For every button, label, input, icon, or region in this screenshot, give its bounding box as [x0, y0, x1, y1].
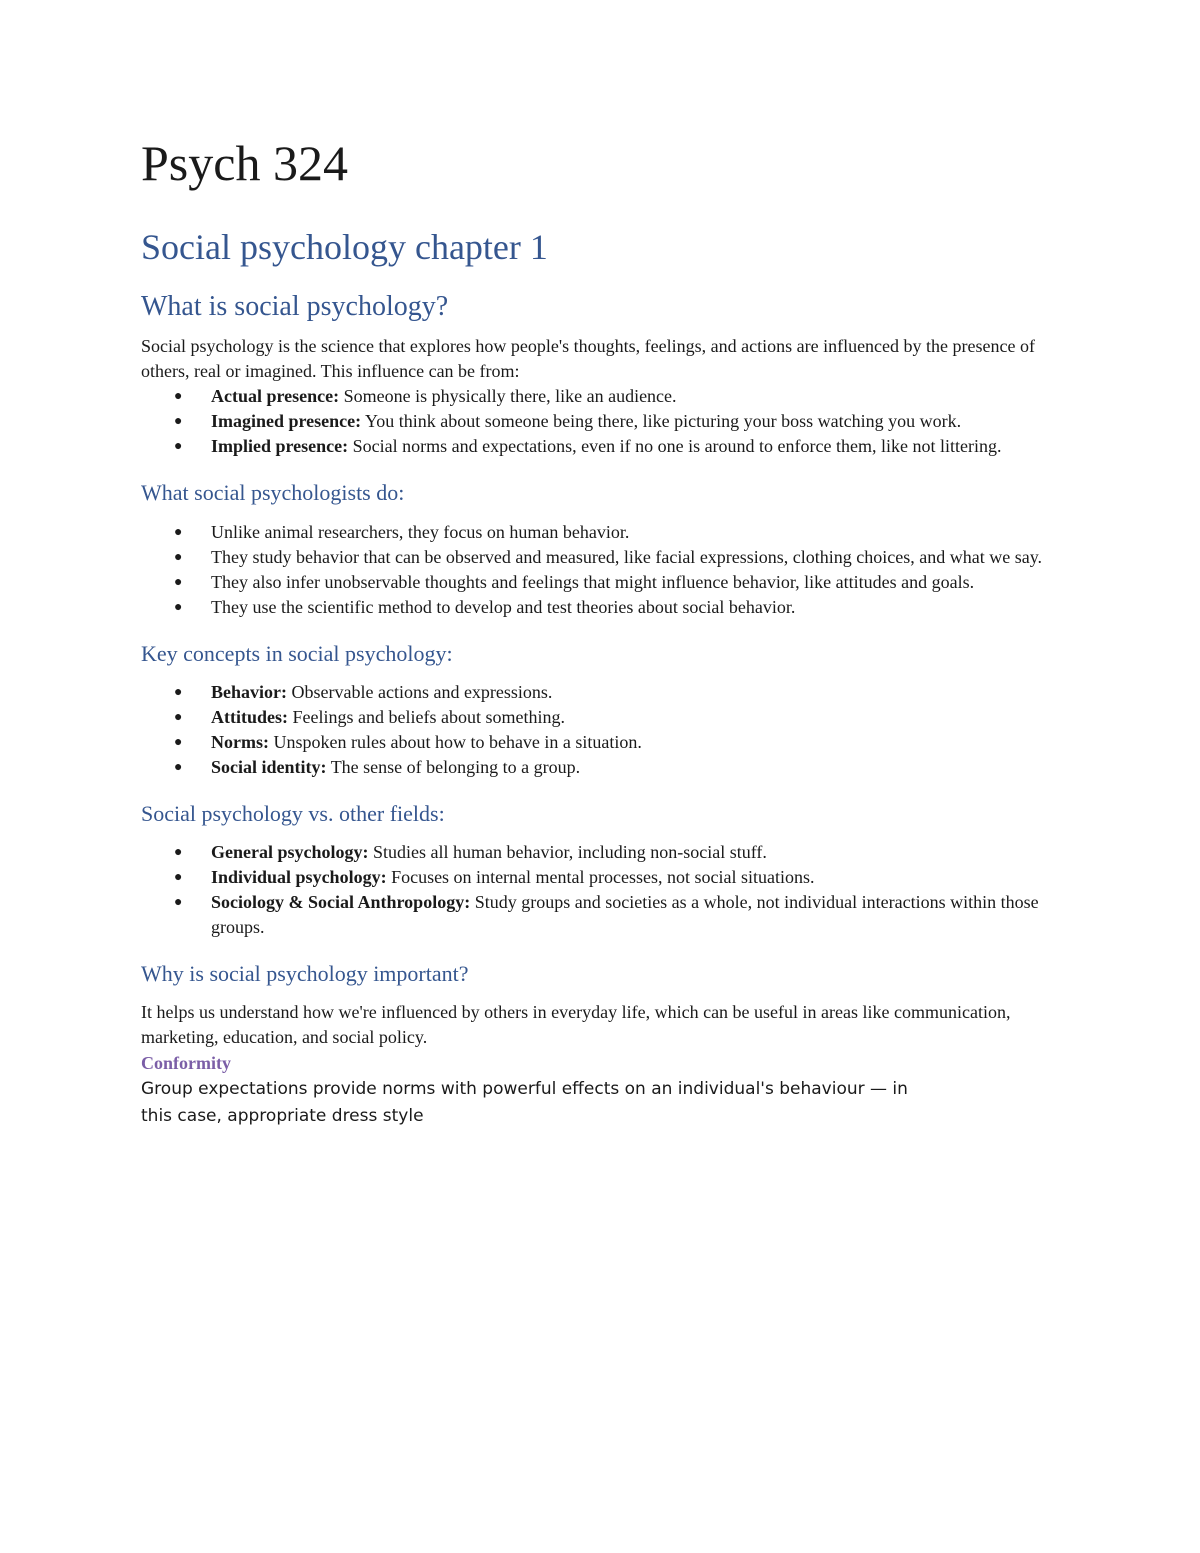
definition: The sense of belonging to a group. — [330, 756, 581, 777]
conformity-heading: Conformity — [141, 1053, 231, 1074]
bullet-icon: ● — [174, 759, 183, 775]
chapter-heading: Social psychology chapter 1 — [141, 227, 548, 267]
list-item — [141, 409, 1061, 434]
list-item — [141, 865, 1061, 890]
bullet-icon: ● — [174, 389, 183, 405]
bullet-icon: ● — [174, 574, 183, 590]
section-importance — [141, 962, 1061, 1130]
section-heading: Why is social psychology important? — [141, 960, 469, 986]
definition: Unspoken rules about how to behave in a situation. — [273, 731, 642, 752]
bullet-icon: ● — [174, 414, 183, 430]
conformity-line-2: this case, appropriate dress style — [141, 1106, 424, 1127]
list-item — [141, 595, 1061, 620]
list-item — [141, 570, 1061, 595]
list-item — [141, 520, 1061, 545]
list-item — [141, 545, 1061, 570]
definition: Feelings and beliefs about something. — [292, 706, 565, 727]
definition: Observable actions and expressions. — [291, 681, 553, 702]
term: Sociology & Social Anthropology: — [211, 891, 471, 912]
definition: Study groups and societies as a whole, not individual interactions within those groups. — [211, 891, 1039, 937]
importance-paragraph: It helps us understand how we're influenced by others in everyday life, which can be useful in areas like communication, marketing, education, and social policy. — [141, 1002, 1011, 1048]
list-item — [141, 840, 1061, 865]
list-item — [141, 890, 1061, 940]
list-item — [141, 680, 1061, 705]
section-heading: What social psychologists do: — [141, 480, 405, 506]
bullet-icon: ● — [174, 684, 183, 700]
bullet-icon: ● — [174, 439, 183, 455]
item-text: Unlike animal researchers, they focus on human behavior. — [211, 521, 630, 542]
bullet-icon: ● — [174, 549, 183, 565]
term: Social identity: — [211, 756, 327, 777]
section-heading: Social psychology vs. other fields: — [141, 800, 445, 826]
definition: Focuses on internal mental processes, not social situations. — [391, 866, 815, 887]
section-heading: Key concepts in social psychology: — [141, 640, 453, 666]
bullet-icon: ● — [174, 709, 183, 725]
section-other-fields — [141, 802, 1061, 940]
term: Implied presence: — [211, 436, 349, 457]
bullet-icon: ● — [174, 844, 183, 860]
list-item — [141, 434, 1061, 459]
term: Individual psychology: — [211, 866, 387, 887]
item-text: They also infer unobservable thoughts and feelings that might influence behavior, like attitudes and goals. — [211, 571, 975, 592]
presence-list — [141, 384, 1061, 459]
list-item — [141, 705, 1061, 730]
list-item — [141, 384, 1061, 409]
item-text: They use the scientific method to develop and test theories about social behavior. — [211, 596, 796, 617]
item-text: They study behavior that can be observed and measured, like facial expressions, clothing choices, and what we say. — [211, 546, 1043, 567]
bullet-icon: ● — [174, 869, 183, 885]
bullet-icon: ● — [174, 734, 183, 750]
document-title: Psych 324 — [141, 135, 348, 191]
document-body — [141, 135, 1061, 1130]
definition: Someone is physically there, like an audience. — [343, 386, 677, 407]
definition: Studies all human behavior, including non-social stuff. — [373, 841, 767, 862]
bullet-icon: ● — [174, 599, 183, 615]
term: Attitudes: — [211, 706, 288, 727]
section-heading: What is social psychology? — [141, 290, 449, 322]
term: Imagined presence: — [211, 411, 362, 432]
fields-list — [141, 840, 1061, 940]
term: Norms: — [211, 731, 269, 752]
section-key-concepts — [141, 642, 1061, 780]
section-what-is — [141, 292, 1061, 460]
bullet-icon: ● — [174, 894, 183, 910]
conformity-line-1: Group expectations provide norms with powerful effects on an individual's behaviour — in — [141, 1079, 908, 1100]
activities-list — [141, 520, 1061, 620]
intro-paragraph: Social psychology is the science that explores how people's thoughts, feelings, and actions are influenced by the presence of others, real or imagined. This influence can be from: — [141, 336, 1035, 382]
definition: You think about someone being there, like picturing your boss watching you work. — [365, 411, 962, 432]
bullet-icon: ● — [174, 524, 183, 540]
section-what-they-do — [141, 481, 1061, 619]
term: General psychology: — [211, 841, 369, 862]
concepts-list — [141, 680, 1061, 780]
list-item — [141, 730, 1061, 755]
term: Actual presence: — [211, 386, 340, 407]
list-item — [141, 755, 1061, 780]
definition: Social norms and expectations, even if no one is around to enforce them, like not littering. — [352, 436, 1002, 457]
term: Behavior: — [211, 681, 287, 702]
